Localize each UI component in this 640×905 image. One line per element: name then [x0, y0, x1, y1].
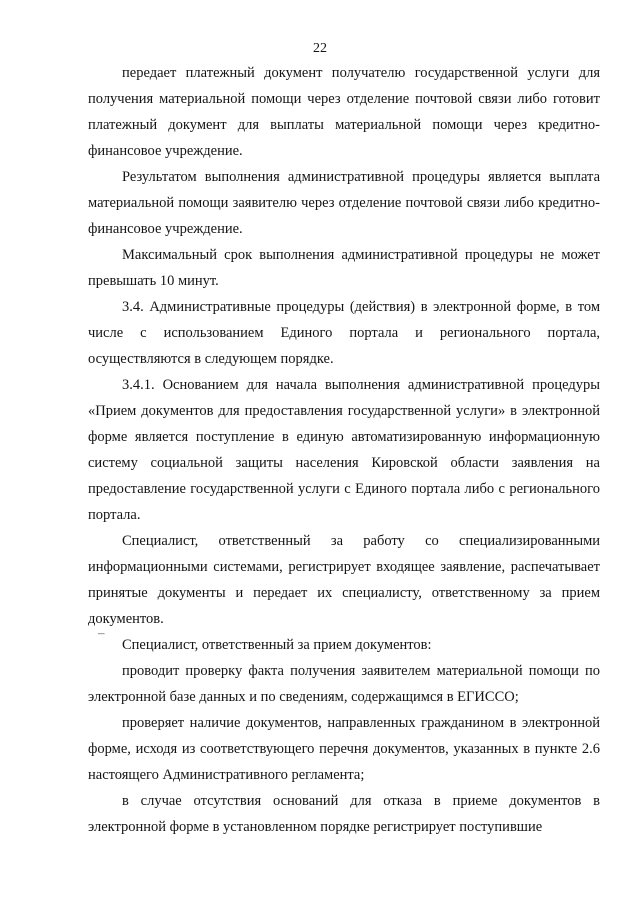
paragraph-4: 3.4. Административные процедуры (действия) в электронной форме, в том числе с использованием Единого портала и регионального портала, осуществляются в следующем порядке.	[88, 299, 600, 367]
paragraph-1: передает платежный документ получателю государственной услуги для получения материальной помощи через отделение почтовой связи либо готовит платежный документ для выплаты материальной помощи через кредитно-финансовое учреждение.	[88, 65, 600, 159]
paragraph-8: проводит проверку факта получения заявителем материальной помощи по электронной базе данных и по сведениям, содержащимся в ЕГИССО;	[88, 663, 600, 705]
paragraph-6: Специалист, ответственный за работу со специализированными информационными системами, регистрирует входящее заявление, распечатывает принятые документы и передает их специалисту, ответственному за прием документов.	[88, 533, 600, 627]
paragraph-2: Результатом выполнения административной процедуры является выплата материальной помощи заявителю через отделение почтовой связи либо кредитно-финансовое учреждение.	[88, 169, 600, 237]
paragraph-3: Максимальный срок выполнения административной процедуры не может превышать 10 минут.	[88, 247, 600, 289]
paragraph-5: 3.4.1. Основанием для начала выполнения административной процедуры «Прием документов для предоставления государственной услуги» в электронной форме является поступление в единую автоматизированную информационную систему социальной защиты населения Кировской области заявления на предоставление государственной услуги с Единого портала либо с регионального портала.	[88, 377, 600, 523]
paragraph-10: в случае отсутствия оснований для отказа в приеме документов в электронной форме в установленном порядке регистрирует поступившие	[88, 793, 600, 835]
document-body	[88, 60, 600, 840]
page-number: 22	[313, 41, 327, 56]
paragraph-9: проверяет наличие документов, направленных гражданином в электронной форме, исходя из соответствующего перечня документов, указанных в пункте 2.6 настоящего Административного регламента;	[88, 715, 600, 783]
scan-mark: –	[98, 625, 105, 640]
paragraph-7: Специалист, ответственный за прием документов:	[122, 637, 432, 653]
